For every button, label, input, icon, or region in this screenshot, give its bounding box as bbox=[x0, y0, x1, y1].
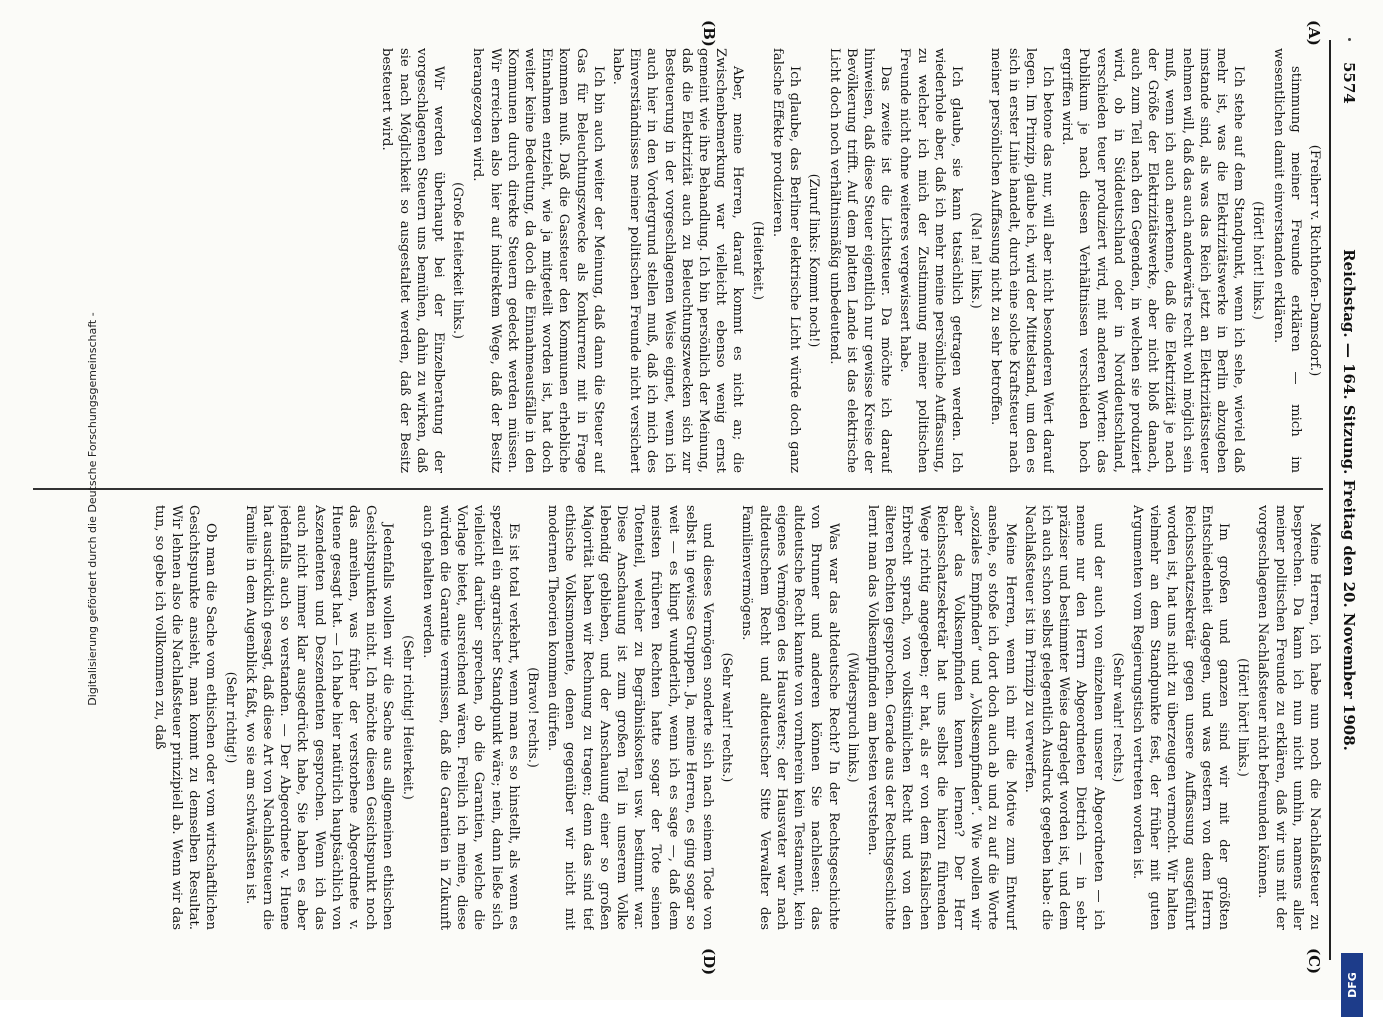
header-rule bbox=[1329, 40, 1331, 960]
interjection: (Heiterkeit.) bbox=[750, 221, 766, 300]
interjection: (Zuruf links: Kommt noch!) bbox=[807, 173, 823, 348]
paragraph: und dieses Vermögen sonderte sich nach seinem Tode von selbst in gewisse Gruppen. Ja, meine Herren, es ging sogar so weit — es klingt wunderlich, wenn ich es sage —, daß dem meisten früheren Rechten hatte sogar der Tote seinen Totenteil, welcher zu Begräbniskosten usw. bestimmt war. Diese Anschauung ist zum großen Teil in unserem Volke lebendig geblieben, und der Anschauung einer so großen Majorität haben wir Rechnung zu tragen; denn das sind tief ethische Volksmomente, denen gegenüber wir nicht mit modernen Theorien kommen dürfen. bbox=[545, 505, 716, 930]
left-column bbox=[33, 48, 1323, 473]
paragraph: Meine Herren, ich habe nun noch die Nachlaßsteuer zu besprechen. Da kann ich nun nicht umhin, namens aller meiner politischen Freunde zu erklären, daß wir uns mit der vorgeschlagenen Nachlaßsteuer nicht befreunden können. bbox=[1255, 505, 1322, 930]
paragraph: Ich glaube, sie kann tatsächlich getragen werden. Ich wiederhole aber, daß ich mehr meine persönliche Auffassung, zu welcher ich mich der Zustimmung meiner politischen Freunde nicht ohne weiteres vergewissert habe. bbox=[897, 48, 964, 473]
paragraph: Im großen und ganzen sind wir mit der größten Entschiedenheit dagegen, und was gestern von dem Herrn Reichsschatzsekretär gegen unsere Auffassung ausgeführt worden ist, hat uns nicht zu überzeugen vermocht. Wir halten vielmehr an dem Standpunkte fest, der früher mit guten Argumenten vom Regierungstisch vertreten worden ist. bbox=[1129, 505, 1231, 930]
interjection: (Sehr richtig!) bbox=[223, 671, 239, 764]
speaker-name: (Freiherr v. Richthofen-Damsdorf.) bbox=[1307, 144, 1322, 377]
page-number: 5574 bbox=[1340, 62, 1358, 104]
dfg-logo: DFG bbox=[1341, 953, 1363, 1017]
column-divider bbox=[33, 488, 1323, 490]
paragraph: Ich glaube, das Berliner elektrische Licht würde doch ganz falsche Effekte produzieren. bbox=[769, 48, 803, 473]
interjection: (Sehr wahr! rechts.) bbox=[1110, 652, 1126, 783]
paragraph: Aber, meine Herren, darauf kommt es nicht an; die Zwischenbemerkung war vielleicht ebenso wenig ernst gemeint wie ihre Behandlung. Ich bin persönlich der Meinung, daß die Elektrizität auch zu Beleuchtungszwecken sich zur Besteuerung in der vorgeschlagenen Weise eignet, wenn ich auch hier in den Vordergrund stellen muß, daß ich mich des Einverständnisses meiner politischen Freunde nicht versichert habe. bbox=[610, 48, 746, 473]
interjection: (Hört! hört! links.) bbox=[1236, 658, 1252, 777]
running-title: Reichstag. — 164. Sitzung. Freitag den 20. November 1908. bbox=[1340, 249, 1358, 751]
margin-marker-d: (D) bbox=[700, 948, 718, 976]
interjection: (Na! na! links.) bbox=[969, 212, 985, 309]
interjection: (Sehr wahr! rechts.) bbox=[720, 652, 736, 783]
paragraph: Was war das altdeutsche Recht? In der Rechtsgeschichte von Brunner und anderen können Sie nachlesen: das altdeutsche Recht kannte von vornherein kein Testament, kein eigenes Vermögen des Hausvaters; der Hausvater war nach altdeutschem Recht und altdeutscher Sitte Verwalter des Familienvermögens. bbox=[739, 505, 841, 930]
paragraph: Ob man die Sache vom ethischen oder vom wirtschaftlichen Gesichtspunkte ansieht, man kommt zu demselben Resultat. Wir lehnen also die Nachlaßsteuer prinzipiell ab. Wenn wir das tun, so gebe ich vollkommen zu, daß bbox=[151, 505, 219, 930]
interjection: (Widerspruch links.) bbox=[845, 652, 861, 783]
interjection: (Große Heiterkeit links.) bbox=[451, 182, 467, 339]
paragraph: Meine Herren, wenn ich mir die Motive zum Entwurf ansehe, so stoße ich dort doch auch ab und zu auf die Worte „soziales Empfinden“ und „Volksempfinden“. Wie wollen wir aber das Volksempfinden kennen lernen? Der Herr Reichsschatzsekretär hat uns selbst die hierzu führenden Wege richtig angegeben; er hat, als er von dem fiskalischen Erbrecht sprach, von volkstümlichen Recht und von den älteren Rechten gesprochen. Gerade aus der Rechtsgeschichte lernt man das Volksempfinden am besten verstehen. bbox=[864, 505, 1018, 930]
paragraph: Wir werden überhaupt bei der Einzelberatung der vorgeschlagenen Steuern uns bemühen, dahin zu wirken, daß sie nach Möglichkeit so ausgestaltet werden, daß der Besitz besteuert wird. bbox=[379, 48, 447, 473]
digitization-credit: Digitalisierung gefördert durch die Deutsche Forschungsgemeinschaft - bbox=[86, 312, 99, 706]
paragraph: Ich bin auch weiter der Meinung, daß dann die Steuer auf Gas für Beleuchtungszwecke als Konkurrenz mit in Frage kommen muß. Daß die Gassteuer den Kommunen erhebliche Einnahmen entzieht, wie ja mitgeteilt worden ist, hat doch weiter keine Bedeutung, da doch die Einnahmeausfälle in den Kommunen durch direkte Steuern gedeckt werden müssen. Wir erreichen also hier auf indirektem Wege, daß der Besitz herangezogen wird. bbox=[470, 48, 606, 473]
paragraph: Ich betone das nur, will aber nicht besonderen Wert darauf legen. Im Prinzip, glaube ich, wird der Mittelstand, um den es sich in erster Linie handelt, durch eine solche Kraftsteuer nach meiner persönlichen Auffassung nicht zu sehr betroffen. bbox=[988, 48, 1055, 473]
paragraph: und der auch von einzelnen unserer Abgeordneten — ich nenne nur den Herrn Abgeordneten Dietrich — in sehr präziser und bestimmter Weise dargelegt worden ist, und dem ich auch schon selbst gelegentlich Ausdruck gegeben habe: die Nachlaßsteuer ist im Prinzip zu verwerfen. bbox=[1021, 505, 1106, 930]
paragraph: Jedenfalls wollen wir die Sache aus allgemeinen ethischen Gesichtspunkten nicht. Ich möchte diesen Gesichtspunkt noch das anreihen, was früher der verstorbene Abgeordnete v. Huene gesagt hat. — Ich habe hier natürlich hauptsächlich von Aszendenten und Deszendenten gesprochen. Wenn ich das auch nicht immer klar ausgedrückt habe, Sie haben es aber jedenfalls auch so verstanden. — Der Abgeordnete v. Huene hat ausdrücklich gesagt, daß diese Art von Nachlaßsteuern die Familie in dem Augenblick faßt, wo sie am schwächsten ist. bbox=[242, 505, 396, 930]
right-column bbox=[33, 505, 1323, 930]
margin-marker-b: (B) bbox=[700, 20, 718, 47]
interjection: (Bravo! rechts.) bbox=[526, 667, 542, 768]
interjection: (Sehr richtig! Heiterkeit.) bbox=[400, 635, 416, 800]
scan-speck bbox=[1348, 38, 1351, 41]
interjection: (Hört! hört! links.) bbox=[1251, 201, 1267, 320]
paragraph: stimmung meiner Freunde erklären — mich im wesentlichen damit einverstanden erklären. bbox=[1270, 48, 1303, 473]
margin-marker-c: (C) bbox=[1305, 948, 1323, 975]
margin-marker-a: (A) bbox=[1305, 20, 1323, 46]
page-header bbox=[1333, 40, 1365, 960]
paragraph: Das zweite ist die Lichtsteuer. Da möchte ich darauf hinweisen, daß diese Steuer eigentlich nur gewisse Kreise der Bevölkerung trifft. Auf dem platten Lande ist das elektrische Licht doch noch verhältnismäßig unbedeutend. bbox=[826, 48, 894, 473]
paragraph: Ich stehe auf dem Standpunkt, wenn ich sehe, wieviel daß mehr ist, was die Elektrizitätswerke in Berlin abzugeben imstande sind, als was das Reich jetzt an Elektrizitätssteuer nehmen will, daß das auch anderwärts recht wohl möglich sein muß, wenn ich auch anerkenne, daß die Elektrizität je nach der Größe der Elektrizitätswerke, aber nicht bloß danach, auch zum Teil nach den Gegenden, in welchen sie produziert wird, ob in Süddeutschland oder in Norddeutschland, verschieden teuer produziert wird, mit anderen Worten: das Publikum je nach diesen Verhältnissen verschieden hoch ergriffen wird. bbox=[1059, 48, 1247, 473]
paragraph: Es ist total verkehrt, wenn man es so hinstellt, als wenn es speziell ein agrarischer Standpunkt wäre; nein, dann ließe sich vielleicht darüber sprechen, ob die Garantien, welche die Vorlage bietet, ausreichend wären. Freilich ich meine, diese würden die Garantie vermissen, daß die Garantien in Zukunft auch gehalten werden. bbox=[419, 505, 521, 930]
